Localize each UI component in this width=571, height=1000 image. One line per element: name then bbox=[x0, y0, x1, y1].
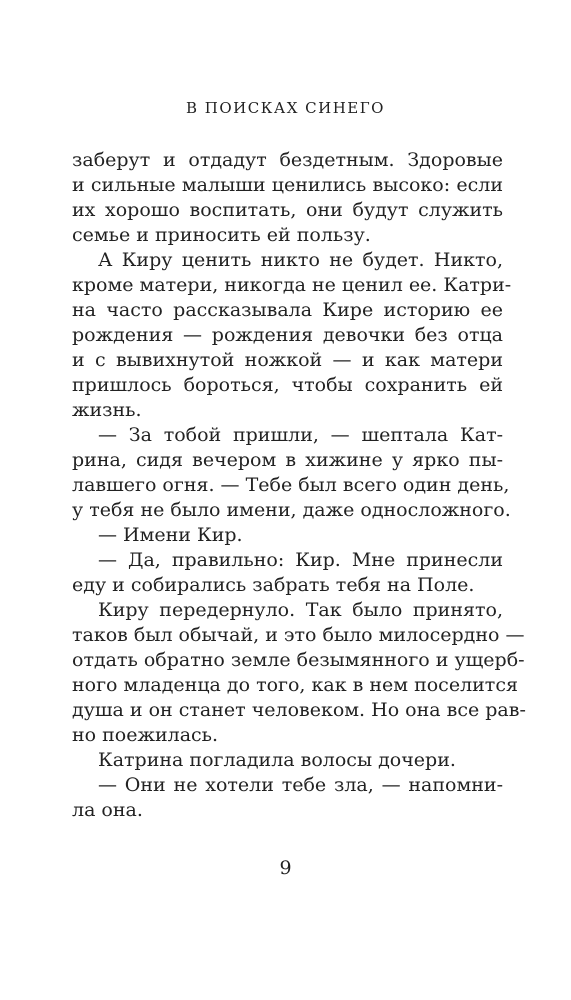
text-line: еду и собирались забрать тебя на Поле. bbox=[72, 574, 475, 596]
text-line: ного младенца до того, как в нем поселится bbox=[72, 674, 518, 696]
text-line: их хорошо воспитать, они будут служить bbox=[72, 199, 503, 221]
text-line: душа и он станет человеком. Но она все рав- bbox=[72, 699, 526, 721]
text-line: рина, сидя вечером в хижине у ярко пы- bbox=[72, 449, 503, 471]
text-line: Киру передернуло. Так было принято, bbox=[98, 599, 503, 621]
text-line: — Да, правильно: Кир. Мне принесли bbox=[98, 549, 503, 571]
text-line: и сильные малыши ценились высоко: если bbox=[72, 174, 503, 196]
text-line: пришлось бороться, чтобы сохранить ей bbox=[72, 374, 503, 396]
text-line: но поежилась. bbox=[72, 724, 219, 746]
text-line: отдать обратно земле безымянного и ущерб- bbox=[72, 649, 525, 671]
text-line: — За тобой пришли, — шептала Кат- bbox=[98, 424, 503, 446]
text-line: семье и приносить ей пользу. bbox=[72, 224, 371, 246]
text-line: жизнь. bbox=[72, 399, 142, 421]
text-line: лавшего огня. — Тебе был всего один день, bbox=[72, 474, 510, 496]
text-line: таков был обычай, и это было милосердно — bbox=[72, 624, 525, 646]
text-line: — Они не хотели тебе зла, — напомни- bbox=[98, 774, 503, 796]
text-line: кроме матери, никогда не ценил ее. Катри- bbox=[72, 274, 512, 296]
text-line: А Киру ценить никто не будет. Никто, bbox=[98, 249, 503, 271]
page-number: 9 bbox=[279, 857, 292, 879]
text-line: рождения — рождения девочки без отца bbox=[72, 324, 503, 346]
text-line: Катрина погладила волосы дочери. bbox=[98, 749, 456, 771]
text-line: и с вывихнутой ножкой — и как матери bbox=[72, 349, 503, 371]
text-line: — Имени Кир. bbox=[98, 524, 243, 546]
text-line: на часто рассказывала Кире историю ее bbox=[72, 299, 503, 321]
text-line: у тебя не было имени, даже односложного. bbox=[72, 499, 511, 521]
text-line: ла она. bbox=[72, 799, 143, 821]
text-line: заберут и отдадут бездетным. Здоровые bbox=[72, 149, 503, 171]
running-head: В ПОИСКАХ СИНЕГО bbox=[186, 99, 385, 117]
